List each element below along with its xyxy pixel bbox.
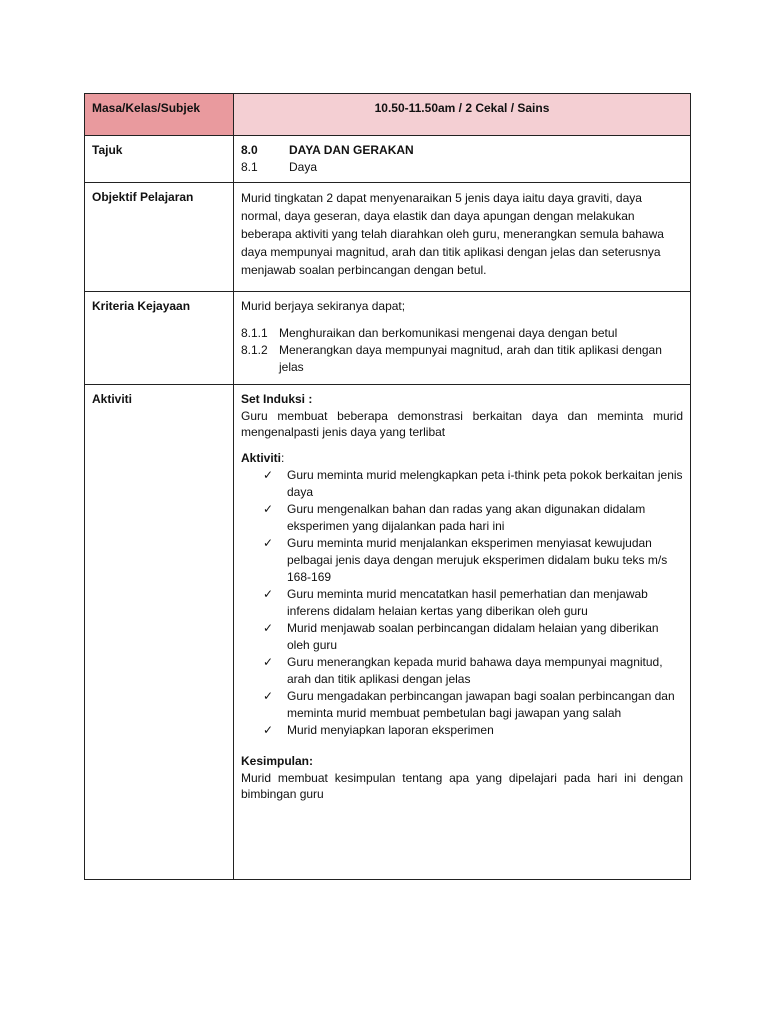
kriteria-text-1: Menghuraikan dan berkomunikasi mengenai daya dengan betul <box>279 326 618 340</box>
check-icon: ✓ <box>263 536 274 550</box>
tajuk-label: Tajuk <box>85 136 234 183</box>
list-item <box>263 620 683 654</box>
check-icon: ✓ <box>263 502 274 516</box>
list-item <box>263 586 683 620</box>
list-item <box>263 501 683 535</box>
header-value: 10.50-11.50am / 2 Cekal / Sains <box>234 94 691 136</box>
kriteria-num-2: 8.1.2 <box>241 343 268 357</box>
header-row <box>85 94 691 136</box>
list-item-text: Guru mengadakan perbincangan jawapan bagi soalan perbincangan dan meminta murid membuat pembetulan bagi jawapan yang salah <box>287 689 675 720</box>
aktiviti-label: Aktiviti <box>85 385 234 880</box>
list-item-text: Guru meminta murid melengkapkan peta i-think peta pokok berkaitan jenis daya <box>287 468 683 499</box>
tajuk-row <box>85 136 691 183</box>
list-item <box>263 467 683 501</box>
aktiviti-checklist <box>241 467 683 739</box>
kriteria-item-2 <box>241 342 683 376</box>
spacer <box>241 739 683 753</box>
objektif-text: Murid tingkatan 2 dapat menyenaraikan 5 jenis daya iaitu daya graviti, daya normal, daya geseran, daya elastik dan daya apungan dengan melakukan beberapa aktiviti yang telah diarahkan oleh guru, menerangkan semula bahawa daya mempunyai magnitud, arah dan titik aplikasi dengan jelas dan seterusnya menjawab soalan perbincangan dengan betul. <box>241 191 664 277</box>
kriteria-intro: Murid berjaya sekiranya dapat; <box>241 299 406 313</box>
kesimpulan-text: Murid membuat kesimpulan tentang apa yang dipelajari pada hari ini dengan bimbingan guru <box>241 771 683 801</box>
list-item-text: Guru menerangkan kepada murid bahawa daya mempunyai magnitud, arah dan titik aplikasi dengan jelas <box>287 655 663 686</box>
check-icon: ✓ <box>263 468 274 482</box>
list-item-text: Guru meminta murid menjalankan eksperimen menyiasat kewujudan pelbagai jenis daya dengan merujuk eksperimen didalam buku teks m/s 168-169 <box>287 536 668 584</box>
kriteria-item-1 <box>241 325 683 342</box>
kesimpulan-title: Kesimpulan: <box>241 754 314 768</box>
tajuk-text-1: DAYA DAN GERAKAN <box>289 143 414 157</box>
tajuk-line-2 <box>241 159 683 176</box>
tajuk-num-2: 8.1 <box>241 160 258 174</box>
aktiviti-content <box>234 385 691 880</box>
list-item-text: Murid menyiapkan laporan eksperimen <box>287 723 494 737</box>
kriteria-content <box>234 292 691 385</box>
set-induksi-title: Set Induksi : <box>241 392 313 406</box>
lesson-plan-table <box>84 93 691 880</box>
set-induksi-text: Guru membuat beberapa demonstrasi berkaitan daya dan meminta murid mengenalpasti jenis daya yang terlibat <box>241 409 683 439</box>
check-icon: ✓ <box>263 723 274 737</box>
list-item-text: Guru mengenalkan bahan dan radas yang akan digunakan didalam eksperimen yang dijalankan pada hari ini <box>287 502 646 533</box>
tajuk-text-2: Daya <box>289 160 318 174</box>
kriteria-text-2: Menerangkan daya mempunyai magnitud, arah dan titik aplikasi dengan jelas <box>279 343 662 374</box>
check-icon: ✓ <box>263 689 274 703</box>
objektif-content <box>234 183 691 292</box>
objektif-label: Objektif Pelajaran <box>85 183 234 292</box>
header-label: Masa/Kelas/Subjek <box>85 94 234 136</box>
aktiviti-heading <box>241 450 683 467</box>
check-icon: ✓ <box>263 621 274 635</box>
kriteria-row <box>85 292 691 385</box>
list-item <box>263 688 683 722</box>
kriteria-num-1: 8.1.1 <box>241 326 268 340</box>
tajuk-line-1 <box>241 142 683 159</box>
list-item <box>263 535 683 586</box>
check-icon: ✓ <box>263 655 274 669</box>
objektif-row <box>85 183 691 292</box>
list-item <box>263 654 683 688</box>
tajuk-num-1: 8.0 <box>241 143 258 157</box>
list-item-text: Guru meminta murid mencatatkan hasil pemerhatian dan menjawab inferens didalam helaian kertas yang diberikan oleh guru <box>287 587 648 618</box>
check-icon: ✓ <box>263 587 274 601</box>
tajuk-content <box>234 136 691 183</box>
aktiviti-title: Aktiviti <box>241 451 282 465</box>
spacer <box>241 440 683 450</box>
list-item <box>263 722 683 739</box>
spacer <box>241 315 683 325</box>
aktiviti-colon: : <box>281 451 285 465</box>
kriteria-label: Kriteria Kejayaan <box>85 292 234 385</box>
list-item-text: Murid menjawab soalan perbincangan didalam helaian yang diberikan oleh guru <box>287 621 659 652</box>
aktiviti-row <box>85 385 691 880</box>
